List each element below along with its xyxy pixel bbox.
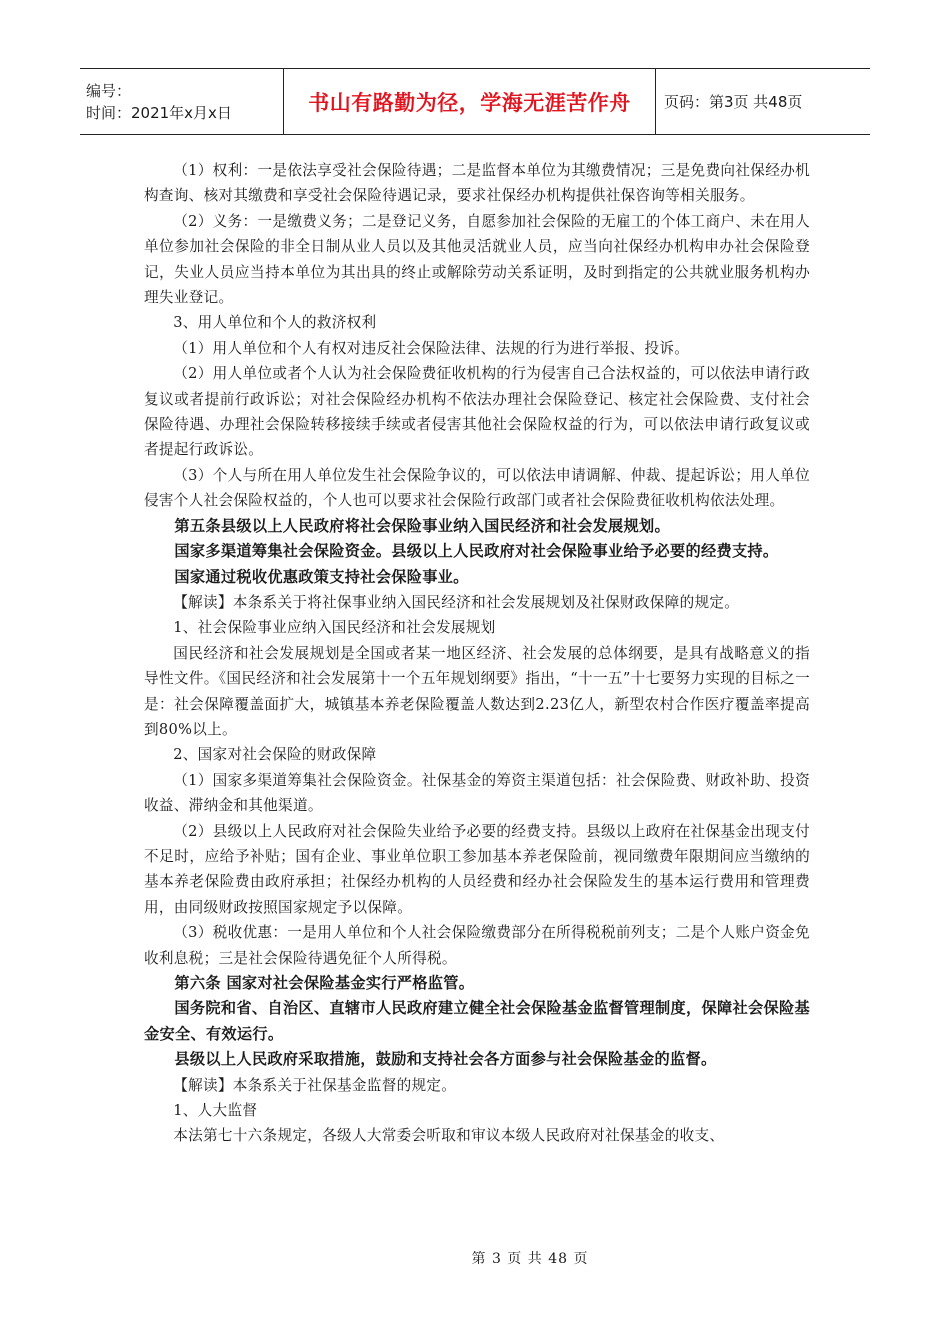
- body-paragraph: 【解读】本条系关于社保基金监督的规定。: [173, 1076, 457, 1094]
- body-paragraph: 3、用人单位和个人的救济权利: [173, 314, 377, 332]
- header-page-info: 页码：第3页 共48页: [664, 93, 803, 111]
- law-article-paragraph: 第六条 国家对社会保险基金实行严格监管。: [174, 974, 475, 992]
- header-motto-cell: [283, 69, 656, 134]
- law-article-paragraph: 第五条县级以上人民政府将社会保险事业纳入国民经济和社会发展规划。: [174, 516, 670, 535]
- body-paragraph: 本法第七十六条规定，各级人大常委会听取和审议本级人民政府对社保基金的收支、: [173, 1127, 725, 1145]
- page-footer: 第 3 页 共 48 页: [471, 1251, 589, 1267]
- body-paragraph: 2、国家对社会保险的财政保障: [173, 746, 377, 764]
- body-paragraph: （1）用人单位和个人有权对违反社会保险法律、法规的行为进行举报、投诉。: [173, 339, 690, 357]
- body-paragraph: （2）县级以上人民政府对社会保险失业给予必要的经费支持。县级以上政府在社保基金出现支付不足时，应给予补贴；国有企业、事业单位职工参加基本养老保险前，视同缴费年限期间应当缴纳的基本养老保险费由政府承担；社保经办机构的人员经费和经办社会保险发生的基本运行费用和管理费用，由同级财政按照国家规定予以保障。: [144, 822, 810, 916]
- body-paragraph: 【解读】本条系关于将社保事业纳入国民经济和社会发展规划及社保财政保障的规定。: [173, 593, 740, 611]
- body-paragraph: 1、人大监督: [173, 1102, 258, 1120]
- body-paragraph: （3）个人与所在用人单位发生社会保险争议的，可以依法申请调解、仲裁、提起诉讼；用人单位侵害个人社会保险权益的，个人也可以要求社会保险行政部门或者社会保险费征收机构依法处理。: [144, 466, 810, 510]
- header-motto: 书山有路勤为径，学海无涯苦作舟: [308, 90, 631, 115]
- law-article-paragraph: 县级以上人民政府采取措施，鼓励和支持社会各方面参与社会保险基金的监督。: [174, 1050, 717, 1069]
- body-paragraph: （1）权利：一是依法享受社会保险待遇；二是监督本单位为其缴费情况；三是免费向社保经办机构查询、核对其缴费和享受社会保险待遇记录，要求社保经办机构提供社保咨询等相关服务。: [144, 162, 810, 205]
- law-article-paragraph: 国家通过税收优惠政策支持社会保险事业。: [174, 567, 469, 586]
- body-paragraph: 国民经济和社会发展规划是全国或者某一地区经济、社会发展的总体纲要，是具有战略意义的指导性文件。《国民经济和社会发展第十一个五年规划纲要》指出，“十一五”十七要努力实现的目标之一是：社会保障覆盖面扩大，城镇基本养老保险覆盖人数达到2.23亿人，新型农村合作医疗覆盖率提高到80%以上。: [144, 644, 810, 738]
- body-paragraph: （3）税收优惠：一是用人单位和个人社会保险缴费部分在所得税税前列支；二是个人账户资金免收利息税；三是社会保险待遇免征个人所得税。: [144, 924, 810, 967]
- document-number-label: 编号：: [86, 81, 132, 100]
- document-time-label: 时间：2021年x月x日: [86, 103, 232, 122]
- document-body: [144, 158, 810, 1149]
- body-paragraph: （2）义务：一是缴费义务；二是登记义务，自愿参加社会保险的无雇工的个体工商户、未在用人单位参加社会保险的非全日制从业人员以及其他灵活就业人员，应当向社保经办机构申办社会保险登记，失业人员应当持本单位为其出具的终止或解除劳动关系证明，及时到指定的公共就业服务机构办理失业登记。: [144, 212, 810, 307]
- body-paragraph: 1、社会保险事业应纳入国民经济和社会发展规划: [173, 619, 496, 637]
- law-article-paragraph: 国家多渠道筹集社会保险资金。县级以上人民政府对社会保险事业给予必要的经费支持。: [174, 542, 779, 561]
- law-article-paragraph: 国务院和省、自治区、直辖市人民政府建立健全社会保险基金监督管理制度，保障社会保险基金安全、有效运行。: [144, 999, 810, 1043]
- body-paragraph: （2）用人单位或者个人认为社会保险费征收机构的行为侵害自己合法权益的，可以依法申请行政复议或者提前行政诉讼；对社会保险经办机构不依法办理社会保险登记、核定社会保险费、支付社会保险待遇、办理社会保险转移接续手续或者侵害其他社会保险权益的行为，可以依法申请行政复议或者提起行政诉讼。: [144, 365, 810, 459]
- header-table: [80, 68, 870, 135]
- body-paragraph: （1）国家多渠道筹集社会保险资金。社保基金的筹资主渠道包括：社会保险费、财政补助、投资收益、滞纳金和其他渠道。: [144, 771, 810, 815]
- header-meta: [80, 69, 283, 134]
